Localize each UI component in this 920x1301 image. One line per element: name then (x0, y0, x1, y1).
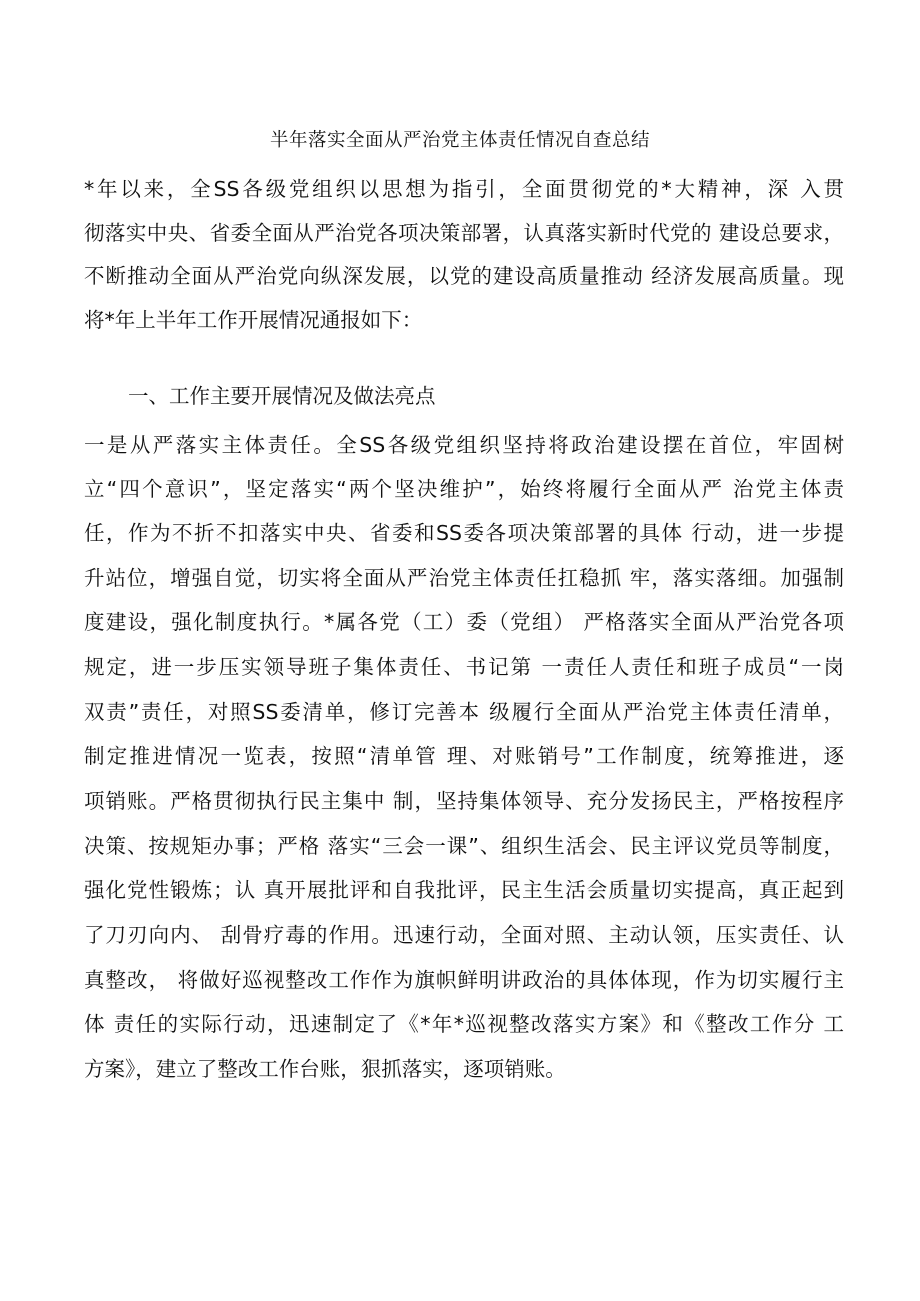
paragraph-line: 体 责任的实际行动，迅速制定了《*年*巡视整改落实方案》和《整改工作分 工 (84, 1012, 844, 1036)
paragraph-line: 任，作为不折不扣落实中央、省委和SS委各项决策部署的具体 行动，进一步提 (84, 521, 844, 545)
paragraph-line: 升站位，增强自觉，切实将全面从严治党主体责任扛稳抓 牢，落实落细。加强制 (84, 566, 844, 590)
paragraph-line: 决策、按规矩办事；严格 落实“三会一课”、组织生活会、民主评议党员等制度， (84, 834, 844, 858)
paragraph-line: 一是从严落实主体责任。全SS各级党组织坚持将政治建设摆在首位，牢固树 (84, 433, 844, 457)
paragraph-line: 度建设，强化制度执行。*属各党（工）委（党组） 严格落实全面从严治党各项 (84, 610, 844, 634)
paragraph-line: 立“四个意识”，坚定落实“两个坚决维护”，始终将履行全面从严 治党主体责 (84, 477, 844, 501)
paragraph-line: 了刀刃向内、 刮骨疗毒的作用。迅速行动，全面对照、主动认领，压实责任、认 (84, 923, 844, 947)
document-title: 半年落实全面从严治党主体责任情况自查总结 (269, 130, 650, 151)
paragraph-line: 将*年上半年工作开展情况通报如下： (84, 308, 423, 332)
section-heading: 一、工作主要开展情况及做法亮点 (128, 384, 436, 408)
paragraph-line: 不断推动全面从严治党向纵深发展，以党的建设高质量推动 经济发展高质量。现 (84, 264, 844, 288)
paragraph-line: 双责”责任，对照SS委清单，修订完善本 级履行全面从严治党主体责任清单， (84, 700, 844, 724)
paragraph-line: 强化党性锻炼；认 真开展批评和自我批评，民主生活会质量切实提高，真正起到 (84, 878, 844, 902)
paragraph-line: 彻落实中央、省委全面从严治党各项决策部署，认真落实新时代党的 建设总要求， (84, 221, 844, 245)
paragraph-line: 真整改， 将做好巡视整改工作作为旗帜鲜明讲政治的具体体现，作为切实履行主 (84, 968, 844, 992)
paragraph-line: 方案》，建立了整改工作台账，狠抓落实，逐项销账。 (84, 1057, 566, 1081)
paragraph-line: *年以来，全SS各级党组织以思想为指引，全面贯彻党的*大精神，深 入贯 (84, 177, 844, 201)
paragraph-line: 规定，进一步压实领导班子集体责任、书记第 一责任人责任和班子成员“一岗 (84, 655, 844, 679)
paragraph-line: 项销账。严格贯彻执行民主集中 制，坚持集体领导、充分发扬民主，严格按程序 (84, 789, 844, 813)
paragraph-line: 制定推进情况一览表，按照“清单管 理、对账销号”工作制度，统筹推进，逐 (84, 744, 844, 768)
